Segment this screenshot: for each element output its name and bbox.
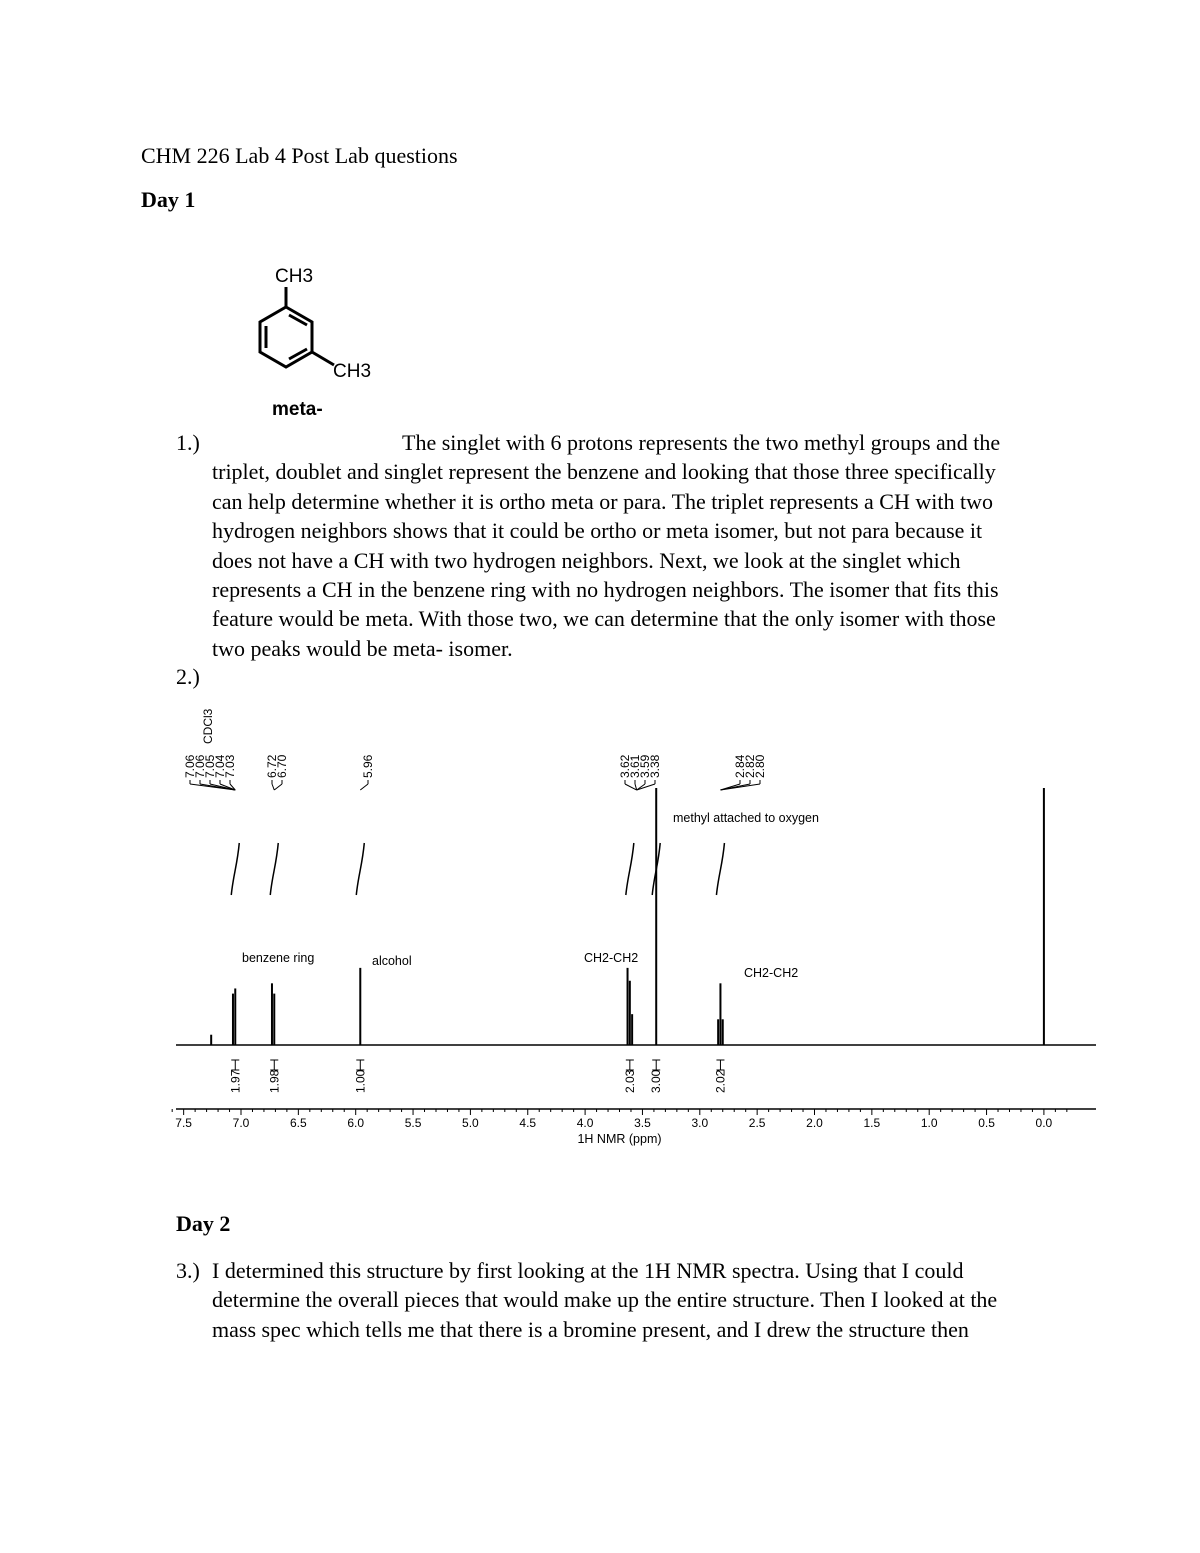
peak-label: 7.03 xyxy=(223,754,237,778)
question-1-number: 1.) xyxy=(176,430,200,455)
x-tick-label: 5.0 xyxy=(462,1116,479,1130)
spectrum-annotation: CH2-CH2 xyxy=(584,951,639,965)
question-3-answer xyxy=(212,1256,1062,1344)
peak-label: 7.04 xyxy=(213,754,227,778)
day1-heading: Day 1 xyxy=(141,187,196,212)
integral-curve xyxy=(356,843,364,895)
integral-curve xyxy=(626,843,634,895)
integral-value-group xyxy=(228,1060,727,1093)
integral-curve xyxy=(231,843,239,895)
benzene-ring-drawing xyxy=(260,287,334,367)
peak-label-leader xyxy=(720,784,760,790)
x-tick-label: 0.0 xyxy=(1035,1116,1053,1130)
x-tick-label: 6.5 xyxy=(290,1116,307,1130)
answer-line: represents a CH in the benzene ring with no hydrogen neighbors. The isomer that fits this xyxy=(212,577,999,603)
answer-line: I determined this structure by first looking at the 1H NMR spectra. Using that I could xyxy=(212,1258,964,1283)
peak-label: 3.61 xyxy=(628,754,642,778)
spectrum-annotation: CH2-CH2 xyxy=(744,966,799,980)
solvent-label: CDCl3 xyxy=(201,708,215,744)
answer-line: hydrogen neighbors shows that it could be ortho or meta isomer, but not para because it xyxy=(212,518,983,544)
peak-label: 3.59 xyxy=(638,754,652,778)
integral-curve xyxy=(716,843,724,895)
integral-curve xyxy=(270,843,278,895)
answer-line: determine the overall pieces that would make up the entire structure. Then I looked at the xyxy=(212,1287,998,1313)
integral-value: 3.00 xyxy=(649,1069,664,1093)
substituent-top-label: CH3 xyxy=(275,266,314,287)
x-tick-label: 6.0 xyxy=(347,1116,365,1130)
peak-label: 5.96 xyxy=(361,754,375,778)
answer-line: does not have a CH with two hydrogen neighbors. Next, we look at the singlet which xyxy=(212,547,961,573)
x-tick-label: 7.5 xyxy=(175,1116,192,1130)
peak-label-leader xyxy=(360,784,368,790)
x-tick-label: 3.5 xyxy=(634,1116,651,1130)
solvent-label-group xyxy=(201,708,215,744)
integral-value: 1.98 xyxy=(267,1069,282,1093)
substituent-right-label: CH3 xyxy=(333,361,372,382)
answer-line: two peaks would be meta- isomer. xyxy=(212,635,513,661)
question-3-number: 3.) xyxy=(176,1258,200,1283)
peak-label-leader xyxy=(274,784,282,790)
question-2-number: 2.) xyxy=(176,664,200,689)
integral-value: 1.00 xyxy=(353,1069,368,1093)
peak-label-leader xyxy=(272,784,274,790)
answer-line: triplet, doublet and singlet represent the benzene and looking that those three specifically xyxy=(212,459,996,485)
integral-value: 1.97 xyxy=(228,1069,243,1093)
peak-label-group xyxy=(183,754,767,790)
peak-label: 2.82 xyxy=(743,754,757,778)
document-title: CHM 226 Lab 4 Post Lab questions xyxy=(141,143,458,168)
meta-xylene-structure xyxy=(230,255,390,425)
isomer-label: meta- xyxy=(272,399,323,420)
spectrum-annotation: alcohol xyxy=(372,954,412,968)
peak-label: 7.06 xyxy=(183,754,197,778)
answer-line: mass spec which tells me that there is a bromine present, and I drew the structure then xyxy=(212,1316,969,1342)
spectrum-annotation: methyl attached to oxygen xyxy=(673,811,819,825)
peak-label: 6.70 xyxy=(275,754,289,778)
x-tick-label: 5.5 xyxy=(404,1116,422,1130)
x-tick-label: 4.5 xyxy=(519,1116,537,1130)
integral-value: 2.02 xyxy=(713,1069,728,1093)
peak-label: 6.72 xyxy=(265,754,279,778)
x-axis-group xyxy=(172,1109,1096,1146)
peak-label: 3.62 xyxy=(618,754,632,778)
integral-curve-group xyxy=(231,843,724,895)
answer-line: The singlet with 6 protons represents the two methyl groups and the xyxy=(402,430,1001,455)
annotation-group xyxy=(242,811,819,980)
answer-line: can help determine whether it is ortho meta or para. The triplet represents a CH with two xyxy=(212,488,993,514)
x-tick-label: 2.5 xyxy=(748,1116,766,1130)
x-tick-label: 7.0 xyxy=(232,1116,250,1130)
x-tick-label: 1.5 xyxy=(863,1116,881,1130)
peak-label-leader xyxy=(637,784,655,790)
spectrum-annotation: benzene ring xyxy=(242,951,315,965)
x-tick-label: 0.5 xyxy=(978,1116,995,1130)
x-tick-label: 3.0 xyxy=(691,1116,709,1130)
peak-label: 2.84 xyxy=(733,754,747,778)
question-1-answer xyxy=(212,428,1062,663)
peak-label: 7.06 xyxy=(193,754,207,778)
nmr-spectrum-chart xyxy=(170,700,1110,1160)
integral-value: 2.03 xyxy=(622,1069,637,1093)
x-tick-label: 4.0 xyxy=(576,1116,594,1130)
x-tick-label: 2.0 xyxy=(806,1116,823,1130)
x-tick-label: 1.0 xyxy=(920,1116,938,1130)
peak-group xyxy=(211,788,1044,1045)
peak-label: 2.80 xyxy=(753,754,767,778)
peak-label: 3.38 xyxy=(648,754,662,778)
day2-heading: Day 2 xyxy=(176,1211,231,1236)
x-axis-label: 1H NMR (ppm) xyxy=(577,1132,662,1146)
answer-line: feature would be meta. With those two, we can determine that the only isomer with those xyxy=(212,606,996,632)
peak-label: 7.05 xyxy=(203,754,217,778)
